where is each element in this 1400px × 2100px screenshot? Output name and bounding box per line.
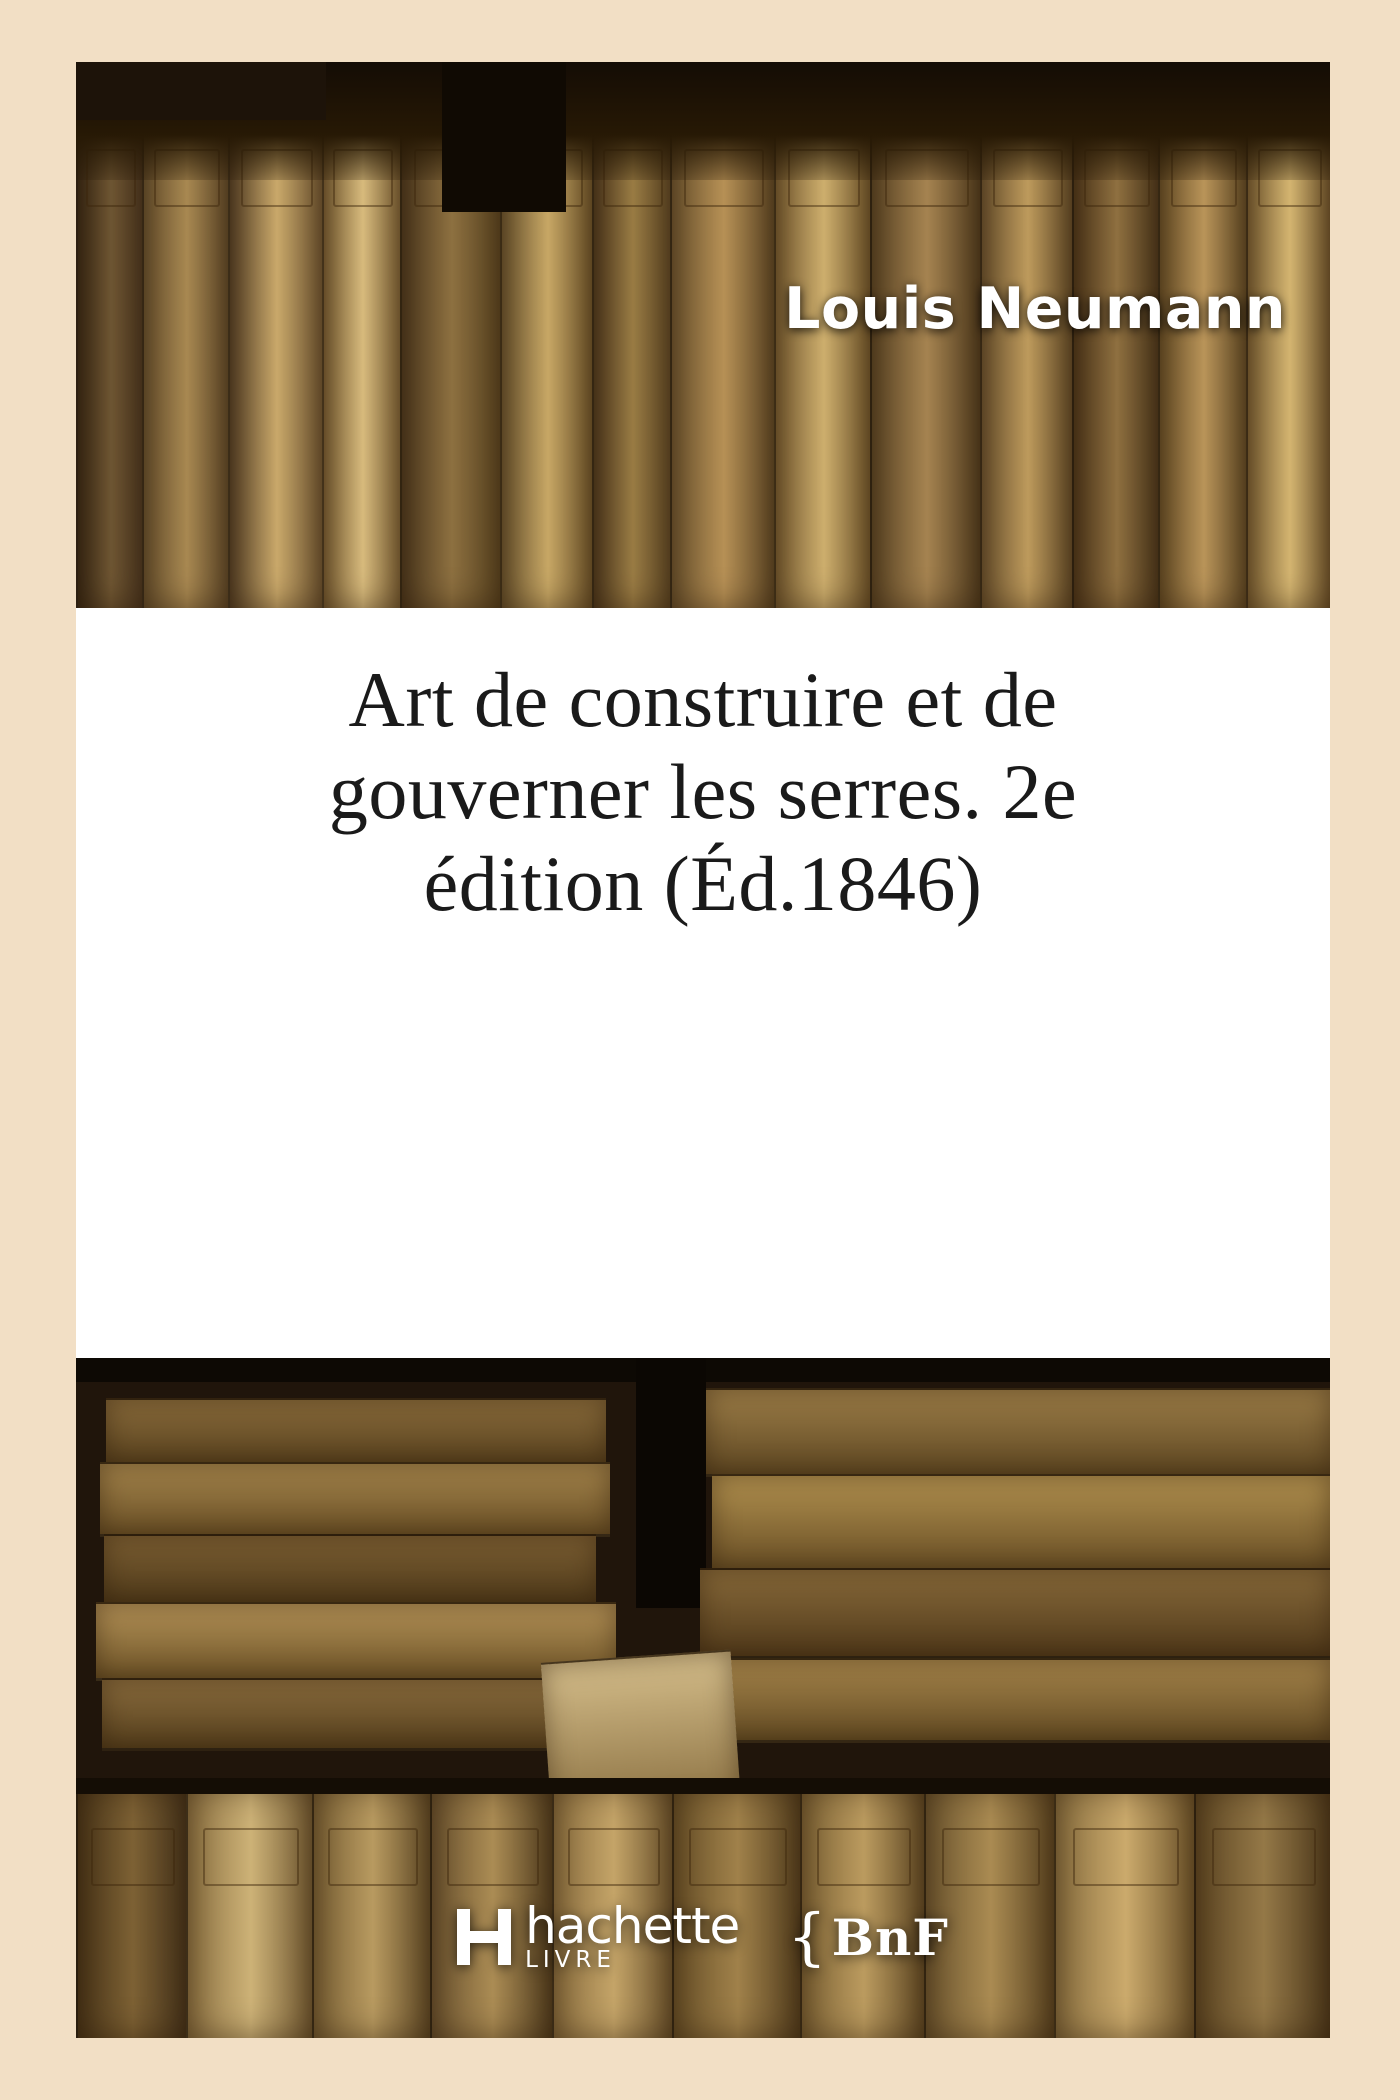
title-line-3: édition (Éd.1846) <box>423 840 983 928</box>
book-title <box>136 654 1270 930</box>
hachette-wordmark: hachette <box>525 1896 740 1955</box>
hachette-livre-subtitle: LIVRE <box>525 1947 616 1974</box>
bnf-logo <box>787 1900 949 1974</box>
bottom-cover-photo <box>76 1358 1330 2038</box>
bnf-brace-icon: { <box>787 1900 828 1974</box>
cover-printed-area <box>76 62 1330 2038</box>
hachette-livre-logo <box>457 1896 740 1974</box>
title-line-1: Art de construire et de <box>348 656 1058 743</box>
author-name: Louis Neumann <box>784 276 1286 342</box>
bnf-wordmark: BnF <box>831 1907 949 1967</box>
top-cover-photo <box>76 62 1330 608</box>
title-panel <box>76 608 1330 1358</box>
publisher-logos <box>76 1896 1330 1974</box>
title-line-2: gouverner les serres. 2e <box>328 748 1078 836</box>
hachette-h-mark-icon <box>457 1909 511 1965</box>
